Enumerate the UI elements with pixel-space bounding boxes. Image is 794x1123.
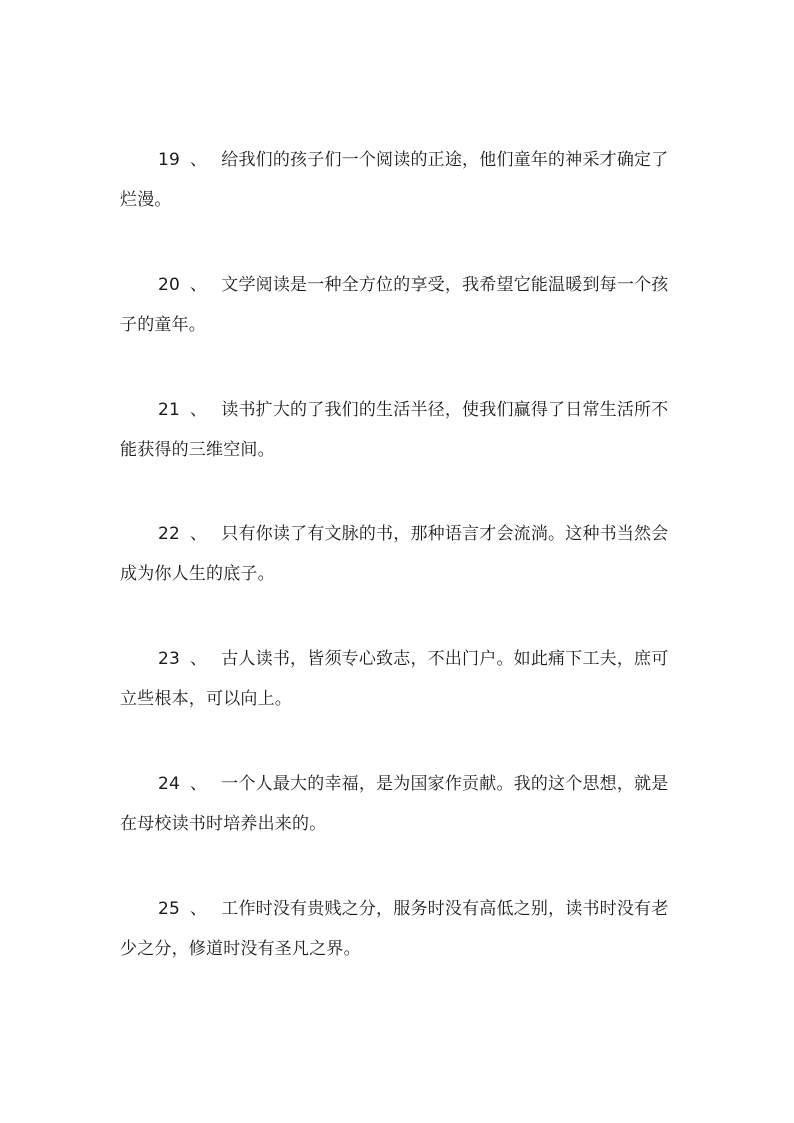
entry-separator: 、	[190, 899, 208, 919]
entry-text: 工作时没有贵贱之分，服务时没有高低之别，读书时没有老少之分，修道时没有圣凡之界。	[120, 899, 669, 959]
entry-separator: 、	[190, 150, 208, 170]
entry-number: 23	[158, 649, 181, 669]
entry-number: 24	[158, 774, 181, 794]
entry-separator: 、	[190, 524, 208, 544]
quote-entry-24	[120, 764, 676, 844]
quote-entry-19	[120, 140, 676, 220]
entry-text: 只有你读了有文脉的书，那种语言才会流淌。这种书当然会成为你人生的底子。	[120, 524, 669, 584]
entry-separator: 、	[190, 649, 208, 669]
entry-text: 古人读书，皆须专心致志，不出门户。如此痛下工夫，庶可立些根本，可以向上。	[120, 649, 669, 709]
entry-number: 22	[158, 524, 181, 544]
quote-entry-20	[120, 265, 676, 345]
entry-number: 19	[158, 150, 181, 170]
entry-text: 给我们的孩子们一个阅读的正途，他们童年的神采才确定了烂漫。	[120, 150, 669, 210]
entry-number: 21	[158, 400, 181, 420]
entry-text: 文学阅读是一种全方位的享受，我希望它能温暖到每一个孩子的童年。	[120, 275, 669, 335]
quote-entry-21	[120, 390, 676, 470]
quote-entry-22	[120, 514, 676, 594]
entry-separator: 、	[190, 774, 208, 794]
entry-separator: 、	[190, 400, 208, 420]
entry-text: 一个人最大的幸福，是为国家作贡献。我的这个思想，就是在母校读书时培养出来的。	[120, 774, 669, 834]
entry-separator: 、	[190, 275, 208, 295]
entry-number: 20	[158, 275, 181, 295]
entry-number: 25	[158, 899, 181, 919]
quote-entry-23	[120, 639, 676, 719]
entry-text: 读书扩大的了我们的生活半径，使我们赢得了日常生活所不能获得的三维空间。	[120, 400, 669, 460]
quote-entry-25	[120, 889, 676, 969]
